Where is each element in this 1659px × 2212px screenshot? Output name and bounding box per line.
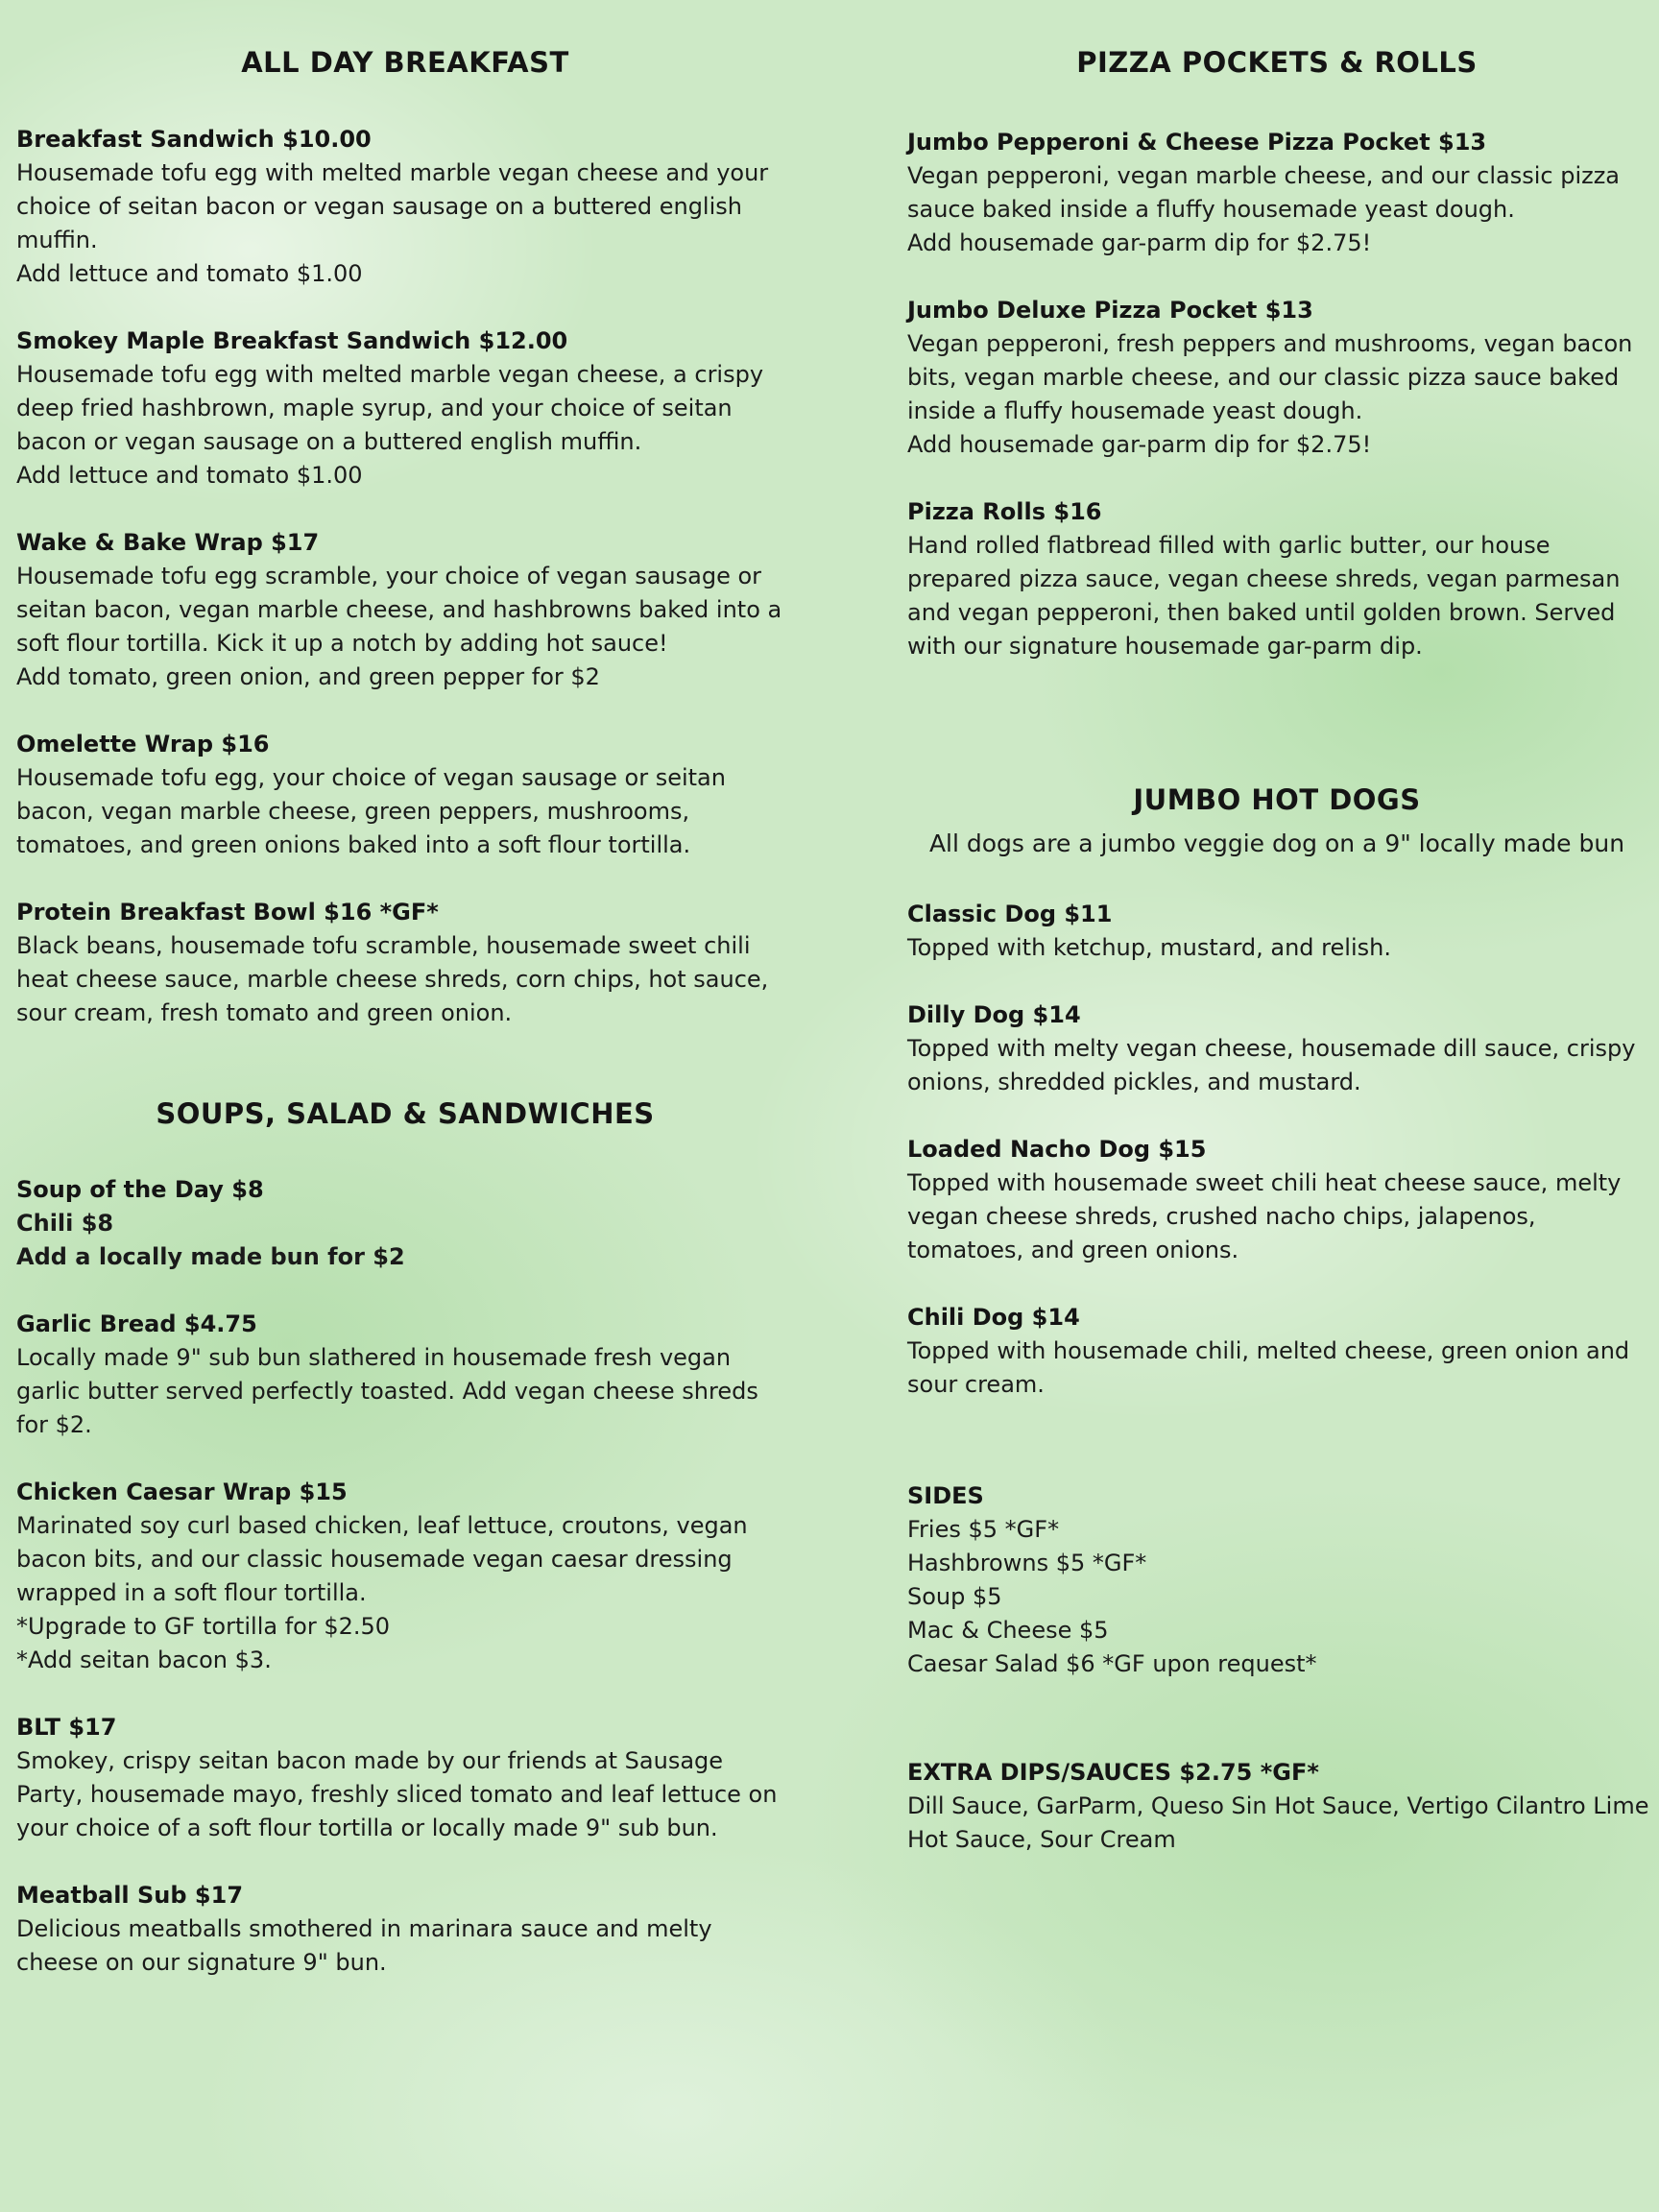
item-name: Chili Dog $14 <box>907 1304 1080 1331</box>
item-name: Jumbo Deluxe Pizza Pocket $13 <box>907 297 1313 324</box>
item-description-line: Hot Sauce, Sour Cream <box>907 1826 1176 1853</box>
item-name: Loaded Nacho Dog $15 <box>907 1136 1207 1163</box>
item-name: Jumbo Pepperoni & Cheese Pizza Pocket $13 <box>907 129 1487 156</box>
item-description-line: seitan bacon, vegan marble cheese, and hashbrowns baked into a <box>16 596 782 623</box>
item-description-line: prepared pizza sauce, vegan cheese shreds, vegan parmesan <box>907 565 1621 592</box>
menu-item <box>16 1173 794 1274</box>
item-description-line: Delicious meatballs smothered in marinara sauce and melty <box>16 1915 712 1942</box>
menu-item <box>907 1133 1647 1267</box>
section-title-hotdogs: JUMBO HOT DOGS <box>1133 783 1421 816</box>
item-description-line: Vegan pepperoni, vegan marble cheese, and our classic pizza <box>907 162 1621 189</box>
item-description-line: Black beans, housemade tofu scramble, housemade sweet chili <box>16 932 751 959</box>
item-name: BLT $17 <box>16 1714 117 1741</box>
menu-item <box>907 294 1647 462</box>
item-description-line: deep fried hashbrown, maple syrup, and your choice of seitan <box>16 395 733 421</box>
menu-item <box>16 123 794 291</box>
item-description-line: inside a fluffy housemade yeast dough. <box>907 397 1363 424</box>
menu-item <box>907 495 1647 663</box>
item-name: Protein Breakfast Bowl $16 *GF* <box>16 899 439 926</box>
item-name: Classic Dog $11 <box>907 901 1113 927</box>
menu-item <box>16 728 794 862</box>
item-description-line: Add housemade gar-parm dip for $2.75! <box>907 431 1372 458</box>
menu-item <box>907 998 1647 1099</box>
item-description-line: Soup $5 <box>907 1583 1002 1610</box>
item-name: EXTRA DIPS/SAUCES $2.75 *GF* <box>907 1759 1319 1786</box>
item-name: Dilly Dog $14 <box>907 1001 1081 1028</box>
item-name: Pizza Rolls $16 <box>907 498 1102 525</box>
item-description-line: Hand rolled flatbread filled with garlic butter, our house <box>907 532 1551 559</box>
item-description-line: Locally made 9" sub bun slathered in housemade fresh vegan <box>16 1344 732 1371</box>
item-description-line: tomatoes, and green onions baked into a soft flour tortilla. <box>16 831 691 858</box>
item-description-line: sauce baked inside a fluffy housemade yeast dough. <box>907 196 1515 223</box>
item-description-line: Topped with melty vegan cheese, housemade dill sauce, crispy <box>907 1035 1636 1062</box>
item-description-line: Hashbrowns $5 *GF* <box>907 1550 1147 1576</box>
section-title-pizza: PIZZA POCKETS & ROLLS <box>1076 46 1478 79</box>
item-description-line: onions, shredded pickles, and mustard. <box>907 1069 1361 1095</box>
item-description-line: Party, housemade mayo, freshly sliced tomato and leaf lettuce on <box>16 1781 778 1808</box>
item-description-line: Add housemade gar-parm dip for $2.75! <box>907 229 1372 256</box>
menu-item <box>16 896 794 1030</box>
item-description-line: Mac & Cheese $5 <box>907 1617 1109 1644</box>
menu-item <box>16 526 794 694</box>
item-name: Smokey Maple Breakfast Sandwich $12.00 <box>16 327 568 354</box>
item-description-line: your choice of a soft flour tortilla or locally made 9" sub bun. <box>16 1815 718 1841</box>
item-description-line: Housemade tofu egg with melted marble vegan cheese, a crispy <box>16 361 764 388</box>
menu-item <box>907 898 1647 965</box>
item-name: Chili $8 <box>16 1210 114 1237</box>
menu-item <box>16 1879 794 1980</box>
item-description-line: for $2. <box>16 1411 92 1438</box>
item-name: Meatball Sub $17 <box>16 1882 244 1909</box>
item-description-line: choice of seitan bacon or vegan sausage on a buttered english <box>16 193 742 220</box>
item-description-line: Smokey, crispy seitan bacon made by our friends at Sausage <box>16 1747 724 1774</box>
item-name: Garlic Bread $4.75 <box>16 1310 257 1337</box>
item-name: Breakfast Sandwich $10.00 <box>16 126 372 153</box>
sides-list <box>907 1479 1647 1681</box>
item-description-line: Topped with housemade chili, melted cheese, green onion and <box>907 1337 1630 1364</box>
item-description-line: Housemade tofu egg with melted marble vegan cheese and your <box>16 159 769 186</box>
menu-item <box>16 1308 794 1442</box>
item-description-line: soft flour tortilla. Kick it up a notch by adding hot sauce! <box>16 630 668 657</box>
item-description-line: Dill Sauce, GarParm, Queso Sin Hot Sauce, Vertigo Cilantro Lime <box>907 1792 1649 1819</box>
section-title-breakfast: ALL DAY BREAKFAST <box>241 46 569 79</box>
item-description-line: *Add seitan bacon $3. <box>16 1647 272 1673</box>
section-title-soups: SOUPS, SALAD & SANDWICHES <box>156 1097 655 1130</box>
item-description-line: vegan cheese shreds, crushed nacho chips, jalapenos, <box>907 1203 1536 1230</box>
item-description-line: heat cheese sauce, marble cheese shreds, corn chips, hot sauce, <box>16 966 769 993</box>
menu-item <box>16 325 794 493</box>
item-description-line: garlic butter served perfectly toasted. Add vegan cheese shreds <box>16 1378 758 1405</box>
item-name: SIDES <box>907 1482 984 1509</box>
item-description-line: Fries $5 *GF* <box>907 1516 1060 1543</box>
item-description-line: bits, vegan marble cheese, and our classic pizza sauce baked <box>907 364 1620 391</box>
menu-item <box>16 1476 794 1677</box>
item-description-line: Marinated soy curl based chicken, leaf lettuce, croutons, vegan <box>16 1512 748 1539</box>
item-description-line: Caesar Salad $6 *GF upon request* <box>907 1650 1317 1677</box>
item-description-line: Add lettuce and tomato $1.00 <box>16 260 363 287</box>
item-description-line: bacon or vegan sausage on a buttered english muffin. <box>16 428 642 455</box>
item-description-line: muffin. <box>16 227 98 253</box>
item-description-line: bacon, vegan marble cheese, green peppers, mushrooms, <box>16 798 690 825</box>
item-description-line: and vegan pepperoni, then baked until golden brown. Served <box>907 599 1616 626</box>
item-name: Omelette Wrap $16 <box>16 731 270 757</box>
menu-item <box>16 1711 794 1845</box>
item-description-line: Topped with housemade sweet chili heat cheese sauce, melty <box>907 1169 1622 1196</box>
item-description-line: bacon bits, and our classic housemade vegan caesar dressing <box>16 1546 733 1573</box>
item-name: Chicken Caesar Wrap $15 <box>16 1479 348 1505</box>
item-description-line: Housemade tofu egg scramble, your choice of vegan sausage or <box>16 563 762 589</box>
item-description-line: wrapped in a soft flour tortilla. <box>16 1579 367 1606</box>
item-description-line: tomatoes, and green onions. <box>907 1237 1239 1263</box>
section-subtitle-hotdogs: All dogs are a jumbo veggie dog on a 9" locally made bun <box>928 830 1625 857</box>
item-description-line: sour cream, fresh tomato and green onion. <box>16 999 513 1026</box>
item-name: Soup of the Day $8 <box>16 1176 264 1203</box>
menu-item <box>907 126 1647 260</box>
item-description-line: with our signature housemade gar-parm dip. <box>907 633 1423 660</box>
item-description-line: Housemade tofu egg, your choice of vegan sausage or seitan <box>16 764 726 791</box>
item-description-line: Add tomato, green onion, and green pepper for $2 <box>16 663 600 690</box>
item-description-line: Add lettuce and tomato $1.00 <box>16 462 363 489</box>
item-description-line: sour cream. <box>907 1371 1045 1398</box>
menu-item <box>907 1301 1647 1402</box>
item-description-line: *Upgrade to GF tortilla for $2.50 <box>16 1613 391 1640</box>
item-description-line: cheese on our signature 9" bun. <box>16 1949 387 1976</box>
dips-list <box>907 1756 1647 1857</box>
item-description-line: Topped with ketchup, mustard, and relish. <box>907 934 1391 961</box>
item-description-line: Vegan pepperoni, fresh peppers and mushrooms, vegan bacon <box>907 330 1633 357</box>
item-name: Add a locally made bun for $2 <box>16 1243 405 1270</box>
item-name: Wake & Bake Wrap $17 <box>16 529 320 556</box>
